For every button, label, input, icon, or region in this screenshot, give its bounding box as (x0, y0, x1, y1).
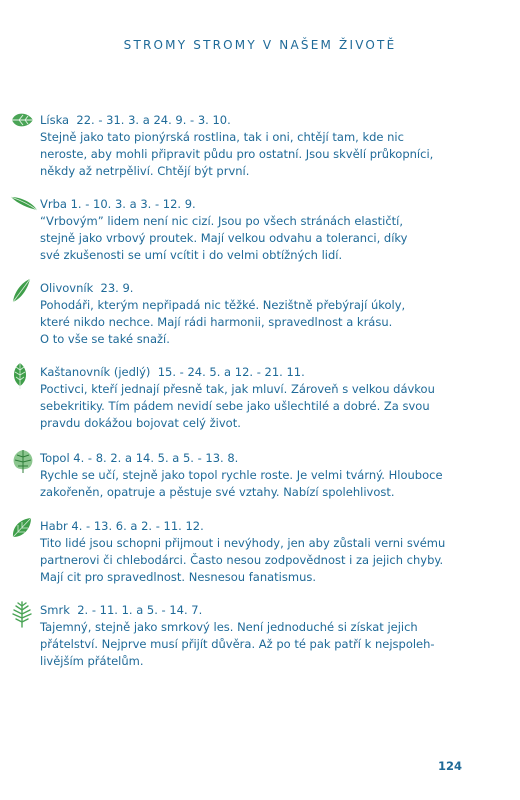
entry-text-line: Tajemný, stejně jako smrkový les. Není jednoduché si získat jejich (40, 620, 418, 634)
willow-leaf-icon (10, 194, 38, 212)
tree-dates: 23. 9. (100, 281, 134, 295)
entry-text-line: “Vrbovým” lidem není nic cizí. Jsou po všech stránách elastičtí, (40, 214, 404, 228)
entry-text-line: livějším přátelům. (40, 654, 144, 668)
entry-text-line: neroste, aby mohli připravit půdu pro ostatní. Jsou skvělí průkopníci, (40, 147, 434, 161)
entry-heading (40, 450, 480, 467)
page-title: STROMY STROMY V NAŠEM ŽIVOTĚ (123, 38, 397, 52)
entry-text-line: Pohodáři, kterým nepřipadá nic těžké. Nezištně přebýrají úkoly, (40, 298, 406, 312)
entry-text-line: své zkušenosti se umí vcítit i do velmi obtížných lidí. (40, 248, 343, 262)
tree-dates: 1. - 10. 3. a 3. - 12. 9. (70, 197, 196, 211)
entry-text-line: Stejně jako tato pionýrská rostlina, tak i oni, chtějí tam, kde nic (40, 130, 404, 144)
entry-liska (40, 112, 480, 180)
entry-text-line: zakořeněn, opatruje a pěstuje své vztahy. Nabízí spolehlivost. (40, 485, 395, 499)
entry-heading (40, 196, 480, 213)
page-number: 124 (438, 759, 463, 773)
entry-text-line: pravdu dokážou bojovat celý život. (40, 416, 241, 430)
tree-dates: 4. - 8. 2. a 14. 5. a 5. - 13. 8. (73, 451, 239, 465)
entry-heading (40, 602, 480, 619)
tree-name: Líska (40, 113, 70, 127)
tree-name: Vrba (40, 197, 67, 211)
tree-dates: 15. - 24. 5. a 12. - 21. 11. (157, 365, 305, 379)
entry-habr (40, 518, 480, 586)
entry-topol (40, 450, 480, 501)
linden-leaf-icon (10, 110, 34, 130)
poplar-leaf-icon (10, 448, 36, 474)
chestnut-leaf-icon (10, 362, 30, 390)
entry-vrba (40, 196, 480, 264)
entry-heading (40, 518, 480, 535)
entry-text-line: které nikdo nechce. Mají rádi harmonii, spravedlnost a krásu. (40, 315, 393, 329)
entry-smrk (40, 602, 480, 670)
entry-kastanovnik (40, 364, 480, 432)
entry-text-line: přátelství. Nejprve musí přijít důvěra. Až po té pak patří k nejspoleh- (40, 637, 435, 651)
entry-text-line: Rychle se učí, stejně jako topol rychle roste. Je velmi tvárný. Hlouboce (40, 468, 443, 482)
tree-name: Smrk (40, 603, 70, 617)
entry-text-line: Mají cit pro spravedlnost. Nesnesou fanatismus. (40, 570, 317, 584)
hornbeam-leaf-icon (10, 516, 34, 540)
tree-dates: 4. - 13. 6. a 2. - 11. 12. (71, 519, 204, 533)
entry-text-line: O to vše se také snaží. (40, 332, 170, 346)
tree-dates: 2. - 11. 1. a 5. - 14. 7. (77, 603, 203, 617)
tree-dates: 22. - 31. 3. a 24. 9. - 3. 10. (76, 113, 231, 127)
tree-name: Kaštanovník (jedlý) (40, 365, 151, 379)
spruce-twig-icon (10, 600, 34, 628)
entry-heading (40, 280, 480, 297)
entry-text-line: Tito lidé jsou schopni přijmout i nevýhody, jen aby zůstali verni svému (40, 536, 446, 550)
entry-text-line: sebekritiky. Tím pádem nevidí sebe jako ušlechtilé a dobré. Za svou (40, 399, 430, 413)
tree-name: Habr (40, 519, 68, 533)
tree-name: Topol (40, 451, 70, 465)
olive-leaf-icon (10, 278, 32, 304)
entry-text-line: Poctivci, kteří jednají přesně tak, jak mluví. Zároveň s velkou dávkou (40, 382, 435, 396)
entry-olivovnik (40, 280, 480, 348)
entry-text-line: partnerovi či chlebodárci. Často nesou zodpovědnost i za jejich chyby. (40, 553, 444, 567)
entry-heading (40, 112, 480, 129)
entry-text-line: stejně jako vrbový proutek. Mají velkou odvahu a toleranci, díky (40, 231, 408, 245)
entry-heading (40, 364, 480, 381)
entry-text-line: někdy až netrpěliví. Chtějí být první. (40, 164, 250, 178)
tree-name: Olivovník (40, 281, 94, 295)
